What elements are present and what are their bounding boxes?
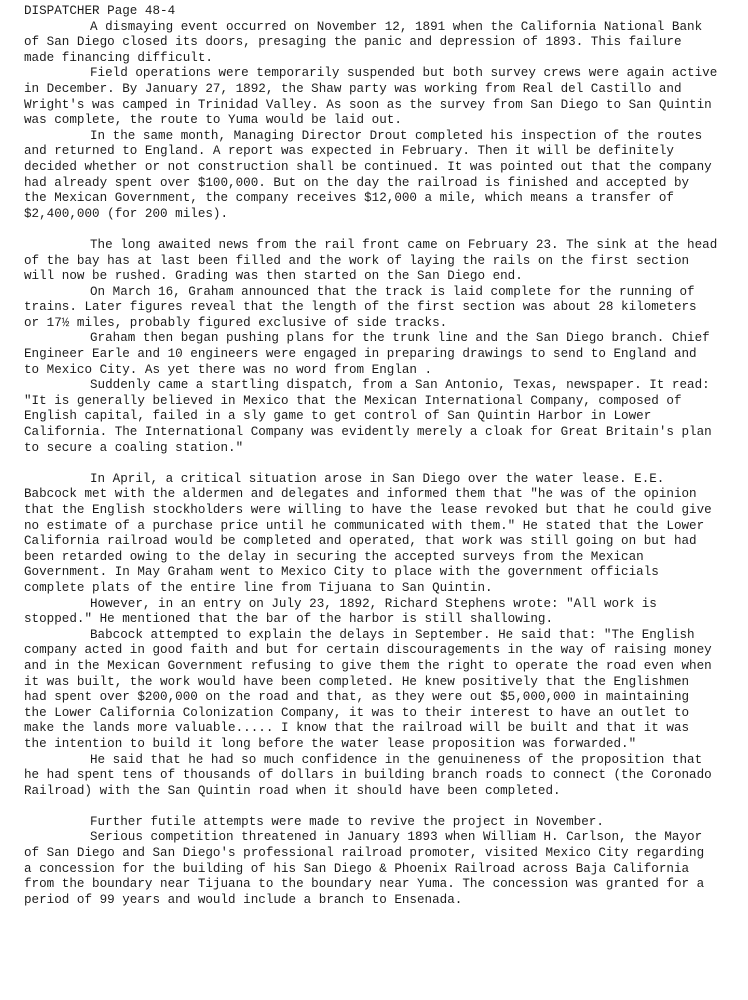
paragraph-water-lease: In April, a critical situation arose in San Diego over the water lease. E.E. Babcock met with the aldermen and delegates and informed them that "he was of the opinion that the English stockholders were willing to have the lease revoked but that he could give no estimate of a purchase price until he communicated with them." He stated that the Lower California railroad would be completed and operated, that work was still going on but had been retarded owing to the delay in securing the accepted surveys from the Mexican Government. In May Graham went to Mexico City to place with the government officials complete plats of the entire line from Tijuana to San Quintin. bbox=[24, 471, 712, 595]
section-gap bbox=[24, 222, 718, 238]
paragraph-futile-attempts: Further futile attempts were made to revive the project in November. bbox=[90, 814, 604, 829]
paragraph-confidence: He said that he had so much confidence in the genuineness of the proposition that he had spent tens of thousands of dollars in building branch roads to connect (the Coronado Railroad) with the San Quintin road when it should have been completed. bbox=[24, 752, 712, 798]
paragraph-rail-front-news: The long awaited news from the rail front came on February 23. The sink at the head of the bay has at last been filled and the work of laying the rails on the first section will now be rushed. Grading was then started on the San Diego end. bbox=[24, 237, 718, 284]
section-gap bbox=[24, 456, 718, 472]
paragraph-drout-inspection: In the same month, Managing Director Drout completed his inspection of the routes and returned to England. A report was expected in February. Then it will be definitely decided whether or not construction shall be continued. It was pointed out that the company had already spent over $100,000. But on the day the railroad is finished and accepted by the Mexican Government, the company receives $12,000 a mile, which means a transfer of $2,400,000 (for 200 miles). bbox=[24, 128, 712, 221]
paragraph-trunk-line-plans: Graham then began pushing plans for the trunk line and the San Diego branch. Chief Engineer Earle and 10 engineers were engaged in preparing drawings to send to England and to Mexico City. As yet there was no word from Englan . bbox=[24, 331, 710, 377]
paragraph-stephens-entry: However, in an entry on July 23, 1892, Richard Stephens wrote: "All work is stopped." He mentioned that the bar of the harbor is still shallowing. bbox=[24, 596, 657, 627]
section-gap bbox=[24, 799, 718, 815]
paragraph-track-complete: On March 16, Graham announced that the track is laid complete for the running of trains. Later figures reveal that the length of the first section was about 28 kilometers or 17½ miles, probably figured exclusive of side tracks. bbox=[24, 284, 697, 330]
paragraph-carlson-competition: Serious competition threatened in January 1893 when William H. Carlson, the Mayor of San Diego and San Diego's professional railroad promoter, visited Mexico City regarding a concession for the building of his San Diego & Phoenix Railroad across Baja California from the boundary near Tijuana to the boundary near Yuma. The concession was granted for a period of 99 years and would include a branch to Ensenada. bbox=[24, 830, 705, 907]
paragraph-babcock-explanation: Babcock attempted to explain the delays in September. He said that: "The English company acted in good faith and but for certain discouragements in the way of raising money and in the Mexican Government refusing to give them the right to operate the road even when it was built, the work would have been completed. He knew positively that the Englishmen had spent over $200,000 on the road and that, as they were out $5,000,000 in maintaining the Lower California Colonization Company, it was to their interest to have an outlet to make the lands more valuable..... I know that the railroad will be built and that it was the intention to build it long before the water lease proposition was forwarded." bbox=[24, 627, 712, 751]
page-header: DISPATCHER Page 48-4 bbox=[24, 4, 176, 18]
paragraph-field-operations: Field operations were temporarily suspended but both survey crews were again active in December. By January 27, 1892, the Shaw party was working from Real del Castillo and Wright's was camped in Trinidad Valley. As soon as the survey from San Diego to San Quintin was complete, the route to Yuma would be laid out. bbox=[24, 66, 718, 128]
paragraph-bank-failure: A dismaying event occurred on November 12, 1891 when the California National Bank of San Diego closed its doors, presaging the panic and depression of 1893. This failure made financing difficult. bbox=[24, 19, 703, 65]
paragraph-san-antonio-dispatch: Suddenly came a startling dispatch, from a San Antonio, Texas, newspaper. It read: "It is generally believed in Mexico that the Mexican International Company, composed of English capital, failed in a sly game to get control of San Quintin Harbor in Lower California. The International Company was evidently merely a cloak for Great Britain's plan to secure a coaling station." bbox=[24, 378, 712, 455]
